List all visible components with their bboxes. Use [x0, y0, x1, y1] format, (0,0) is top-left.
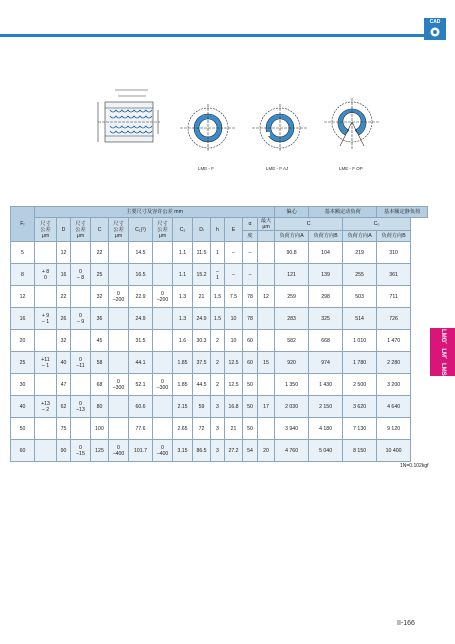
table-cell-t1: +13 – 2 — [35, 396, 57, 418]
table-cell-s2: 9 120 — [377, 418, 411, 440]
table-cell-Dl: 44.5 — [193, 374, 211, 396]
table-cell-t1 — [35, 242, 57, 264]
table-cell-E: – — [225, 264, 243, 286]
col-max: 最大 μm — [258, 218, 275, 231]
col-dir-b-dyn: 负荷方向B — [309, 231, 343, 242]
table-cell-a: 50 — [243, 374, 258, 396]
table-cell-h: 2 — [211, 330, 225, 352]
table-cell-C: 100 — [91, 418, 109, 440]
table-cell-C2: 3.15 — [173, 440, 193, 462]
bearing-front-view-aj — [252, 104, 308, 152]
table-row — [11, 286, 428, 308]
table-cell-t3: 0 –200 — [109, 286, 129, 308]
table-cell-d2: 325 — [309, 308, 343, 330]
table-cell-fr: 20 — [11, 330, 35, 352]
table-cell-d2: 668 — [309, 330, 343, 352]
table-cell-E: 12.5 — [225, 374, 243, 396]
table-cell-ecc — [258, 242, 275, 264]
table-cell-d2: 298 — [309, 286, 343, 308]
table-cell-t4 — [153, 264, 173, 286]
table-cell-t1 — [35, 374, 57, 396]
table-cell-a: 60 — [243, 352, 258, 374]
table-cell-fr: 12 — [11, 286, 35, 308]
table-cell-t4 — [153, 418, 173, 440]
table-row — [11, 418, 428, 440]
table-cell-d2: 1 430 — [309, 374, 343, 396]
table-cell-C2: 1.6 — [173, 330, 193, 352]
header-static-load: 基本额定静负荷 — [377, 207, 428, 218]
table-cell-t1 — [35, 330, 57, 352]
col-tol-D: 尺寸 公差 μm — [71, 218, 91, 242]
table-cell-Dl: 59 — [193, 396, 211, 418]
table-cell-fr: 40 — [11, 396, 35, 418]
table-cell-s1: 219 — [343, 242, 377, 264]
table-cell-ecc — [258, 374, 275, 396]
col-fr: Fᵣ — [11, 207, 35, 242]
table-cell-ecc — [258, 264, 275, 286]
table-cell-fr: 8 — [11, 264, 35, 286]
table-cell-fr: 16 — [11, 308, 35, 330]
col-tol-fr: 尺寸 公差 μm — [35, 218, 57, 242]
table-cell-D: 12 — [57, 242, 71, 264]
table-cell-t4: 0 –300 — [153, 374, 173, 396]
table-cell-D: 22 — [57, 286, 71, 308]
table-cell-t3 — [109, 330, 129, 352]
table-cell-t1 — [35, 440, 57, 462]
table-cell-d2: 139 — [309, 264, 343, 286]
table-cell-s2: 2 280 — [377, 352, 411, 374]
header-dynamic-load: 基本额定动负荷 — [309, 207, 377, 218]
table-cell-C2: 1.1 — [173, 242, 193, 264]
table-cell-C1: 52.1 — [129, 374, 153, 396]
table-cell-t3 — [109, 264, 129, 286]
table-cell-d1: 4 760 — [275, 440, 309, 462]
table-cell-t4 — [153, 330, 173, 352]
table-cell-Dl: 15.2 — [193, 264, 211, 286]
table-cell-t3: 0 –400 — [109, 440, 129, 462]
table-cell-d1: 1 350 — [275, 374, 309, 396]
table-row — [11, 308, 428, 330]
table-cell-h: 2 — [211, 374, 225, 396]
table-cell-t3 — [109, 242, 129, 264]
table-cell-s2: 361 — [377, 264, 411, 286]
table-cell-d2: 4 180 — [309, 418, 343, 440]
table-cell-h: 1.5 — [211, 286, 225, 308]
table-cell-d1: 582 — [275, 330, 309, 352]
table-row — [11, 264, 428, 286]
table-cell-h: 1.5 — [211, 308, 225, 330]
table-cell-C1: 24.9 — [129, 308, 153, 330]
table-cell-d2: 2 150 — [309, 396, 343, 418]
table-cell-h: 2 — [211, 352, 225, 374]
table-row — [11, 330, 428, 352]
table-cell-ecc: 20 — [258, 440, 275, 462]
table-cell-E: 10 — [225, 330, 243, 352]
table-cell-fr: 50 — [11, 418, 35, 440]
table-cell-Dl: 24.9 — [193, 308, 211, 330]
table-cell-C1: 16.5 — [129, 264, 153, 286]
table-cell-ecc — [258, 308, 275, 330]
table-cell-ecc: 17 — [258, 396, 275, 418]
table-cell-s2: 4 640 — [377, 396, 411, 418]
table-cell-C1: 44.1 — [129, 352, 153, 374]
table-cell-C2: 2.65 — [173, 418, 193, 440]
table-cell-a: 54 — [243, 440, 258, 462]
table-cell-t2 — [71, 418, 91, 440]
col-dir-a-st: 负荷方向A — [343, 231, 377, 242]
table-cell-Dl: 11.5 — [193, 242, 211, 264]
col-C1: C₁(¹) — [129, 218, 153, 242]
col-C2: C₂ — [173, 218, 193, 242]
table-cell-Dl: 21 — [193, 286, 211, 308]
table-cell-Dl: 72 — [193, 418, 211, 440]
table-cell-h: 1 — [211, 242, 225, 264]
table-cell-D: 26 — [57, 308, 71, 330]
table-cell-s1: 8 150 — [343, 440, 377, 462]
table-cell-t2 — [71, 374, 91, 396]
table-cell-ecc: 15 — [258, 352, 275, 374]
table-cell-d2: 104 — [309, 242, 343, 264]
table-cell-E: 27.2 — [225, 440, 243, 462]
table-cell-C2: 1.3 — [173, 286, 193, 308]
bearing-front-view-op — [324, 98, 380, 150]
col-alpha: α — [243, 218, 258, 231]
spec-table — [10, 206, 428, 462]
table-cell-t4 — [153, 352, 173, 374]
table-cell-a: 78 — [243, 308, 258, 330]
col-deg: 度 — [243, 231, 258, 242]
table-cell-t3 — [109, 352, 129, 374]
page-number: II-166 — [397, 620, 415, 627]
technical-drawings — [0, 70, 455, 180]
col-ecc-unit — [258, 231, 275, 242]
table-cell-t2: 0 –11 — [71, 352, 91, 374]
caption-lme-f-op: LME - F OP — [339, 166, 363, 171]
table-cell-t3 — [109, 418, 129, 440]
table-cell-E: 10 — [225, 308, 243, 330]
col-h: h — [211, 218, 225, 242]
bearing-front-view — [180, 104, 236, 152]
table-cell-s2: 726 — [377, 308, 411, 330]
table-cell-t2 — [71, 242, 91, 264]
table-cell-t2: 0 – 9 — [71, 308, 91, 330]
table-cell-E: 21 — [225, 418, 243, 440]
table-cell-s1: 255 — [343, 264, 377, 286]
table-cell-E: 12.5 — [225, 352, 243, 374]
table-cell-t3 — [109, 308, 129, 330]
table-cell-s2: 711 — [377, 286, 411, 308]
table-cell-C2: 1.85 — [173, 352, 193, 374]
table-cell-d1: 2 030 — [275, 396, 309, 418]
table-cell-C1: 14.5 — [129, 242, 153, 264]
table-cell-C2: 2.15 — [173, 396, 193, 418]
table-cell-Dl: 86.5 — [193, 440, 211, 462]
col-dir-a-dyn: 负荷方向A — [275, 231, 309, 242]
spec-table-body — [11, 242, 428, 462]
table-cell-t2: 0 –13 — [71, 396, 91, 418]
table-cell-t3 — [109, 396, 129, 418]
table-cell-a: – — [243, 264, 258, 286]
table-cell-d2: 5 040 — [309, 440, 343, 462]
table-row — [11, 242, 428, 264]
table-cell-t2: 0 –15 — [71, 440, 91, 462]
table-cell-t1 — [35, 418, 57, 440]
table-cell-C: 32 — [91, 286, 109, 308]
table-cell-C1: 31.5 — [129, 330, 153, 352]
table-cell-C: 45 — [91, 330, 109, 352]
table-cell-C: 125 — [91, 440, 109, 462]
table-row — [11, 352, 428, 374]
table-cell-D: 62 — [57, 396, 71, 418]
table-cell-C: 36 — [91, 308, 109, 330]
table-cell-fr: 5 — [11, 242, 35, 264]
table-cell-d2: 974 — [309, 352, 343, 374]
table-cell-C2: 1.3 — [173, 308, 193, 330]
table-cell-t1: +11 – 1 — [35, 352, 57, 374]
table-cell-t4 — [153, 308, 173, 330]
table-cell-D: 90 — [57, 440, 71, 462]
side-tab[interactable]: LMG、LM、LMS — [430, 328, 455, 376]
table-cell-s1: 1 780 — [343, 352, 377, 374]
table-cell-C1: 101.7 — [129, 440, 153, 462]
table-cell-t1: + 8 0 — [35, 264, 57, 286]
table-cell-ecc: 12 — [258, 286, 275, 308]
table-cell-C: 80 — [91, 396, 109, 418]
table-cell-C: 22 — [91, 242, 109, 264]
table-cell-s1: 514 — [343, 308, 377, 330]
table-row — [11, 374, 428, 396]
table-cell-d1: 283 — [275, 308, 309, 330]
table-cell-s1: 7 130 — [343, 418, 377, 440]
caption-lme-f: LME - F — [198, 166, 215, 171]
table-cell-Dl: 37.5 — [193, 352, 211, 374]
col-dir-b-st: 负荷方向B — [377, 231, 411, 242]
table-cell-D: 75 — [57, 418, 71, 440]
table-cell-D: 47 — [57, 374, 71, 396]
table-cell-d1: 3 940 — [275, 418, 309, 440]
table-cell-fr: 25 — [11, 352, 35, 374]
table-cell-ecc — [258, 330, 275, 352]
table-cell-ecc — [258, 418, 275, 440]
unit-note: 1N=0.102kgf — [400, 463, 429, 469]
table-cell-t4 — [153, 396, 173, 418]
table-cell-a: 78 — [243, 286, 258, 308]
table-cell-d1: 920 — [275, 352, 309, 374]
table-cell-t1: + 9 – 1 — [35, 308, 57, 330]
table-cell-C1: 77.6 — [129, 418, 153, 440]
header-main-dims: 主要尺寸及容许公差 mm — [35, 207, 275, 218]
table-cell-C: 25 — [91, 264, 109, 286]
table-cell-t3: 0 –300 — [109, 374, 129, 396]
table-cell-t4 — [153, 242, 173, 264]
table-row — [11, 396, 428, 418]
table-cell-fr: 30 — [11, 374, 35, 396]
table-cell-C1: 60.6 — [129, 396, 153, 418]
table-cell-d1: 121 — [275, 264, 309, 286]
table-cell-a: 50 — [243, 418, 258, 440]
table-cell-D: 40 — [57, 352, 71, 374]
col-tol-C: 尺寸 公差 μm — [109, 218, 129, 242]
col-c0: C₀ — [343, 218, 411, 231]
table-cell-h: 3 — [211, 396, 225, 418]
table-cell-h: 3 — [211, 440, 225, 462]
table-cell-t2 — [71, 286, 91, 308]
table-cell-E: – — [225, 242, 243, 264]
table-cell-C2: 1.85 — [173, 374, 193, 396]
header-rule — [0, 34, 424, 37]
table-cell-t4: 0 –400 — [153, 440, 173, 462]
table-cell-s2: 1 470 — [377, 330, 411, 352]
col-tol-C1: 尺寸 公差 μm — [153, 218, 173, 242]
table-row — [11, 440, 428, 462]
table-cell-s2: 310 — [377, 242, 411, 264]
brand-logo — [424, 18, 446, 40]
table-cell-s2: 3 200 — [377, 374, 411, 396]
table-cell-d1: 90.8 — [275, 242, 309, 264]
table-cell-a: 60 — [243, 330, 258, 352]
table-cell-C1: 22.9 — [129, 286, 153, 308]
table-cell-C: 68 — [91, 374, 109, 396]
spec-table-wrapper — [10, 206, 428, 462]
table-cell-D: 16 — [57, 264, 71, 286]
col-Dl: Dₗ — [193, 218, 211, 242]
table-cell-h: 3 — [211, 418, 225, 440]
table-cell-t2: 0 – 8 — [71, 264, 91, 286]
bearing-drawings-svg — [0, 70, 455, 180]
table-cell-t4: 0 –200 — [153, 286, 173, 308]
table-cell-C2: 1.1 — [173, 264, 193, 286]
col-E: E — [225, 218, 243, 242]
table-cell-s1: 3 620 — [343, 396, 377, 418]
table-cell-t1 — [35, 286, 57, 308]
table-cell-s1: 1 010 — [343, 330, 377, 352]
header-eccentric: 偏心 — [275, 207, 309, 218]
table-cell-a: – — [243, 242, 258, 264]
table-cell-D: 32 — [57, 330, 71, 352]
table-cell-E: 7.5 — [225, 286, 243, 308]
table-cell-s1: 2 500 — [343, 374, 377, 396]
table-cell-Dl: 30.3 — [193, 330, 211, 352]
bearing-side-view — [98, 90, 160, 142]
table-cell-d1: 259 — [275, 286, 309, 308]
table-cell-t2 — [71, 330, 91, 352]
table-cell-s1: 503 — [343, 286, 377, 308]
col-c: C — [275, 218, 343, 231]
caption-lme-f-aj: LME - F AJ — [266, 166, 289, 171]
table-cell-C: 58 — [91, 352, 109, 374]
gear-icon — [428, 26, 442, 38]
table-cell-s2: 10 400 — [377, 440, 411, 462]
table-cell-h: – 1 — [211, 264, 225, 286]
table-cell-a: 50 — [243, 396, 258, 418]
table-cell-fr: 60 — [11, 440, 35, 462]
table-cell-E: 16.8 — [225, 396, 243, 418]
logo-text: CAD — [429, 19, 441, 25]
col-D: D — [57, 218, 71, 242]
col-C: C — [91, 218, 109, 242]
